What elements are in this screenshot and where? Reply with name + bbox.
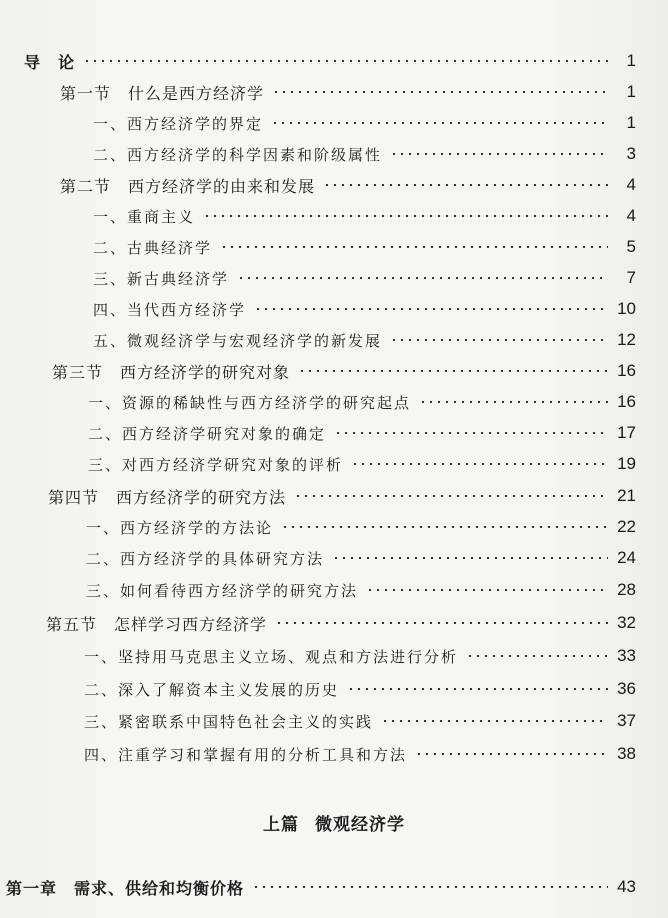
leader-dots [275,622,608,624]
toc-entry-label: 三、对西方经济学研究对象的评析 [88,455,344,474]
toc-entry-label: 第五节 怎样学习西方经济学 [46,614,268,634]
toc-entry-subsection[interactable] [93,294,636,324]
leader-dots [252,886,608,888]
toc-entry-subsection[interactable] [93,139,636,169]
leader-dots [254,308,608,310]
toc-entry-page: 4 [626,206,636,225]
toc-entry-page: 17 [617,423,636,442]
toc-entry-intro[interactable] [24,46,636,76]
part-title: 微观经济学 [315,815,405,835]
toc-entry-label: 二、西方经济学的科学因素和阶级属性 [93,145,383,164]
toc-entry-page: 5 [626,237,636,256]
toc-entry-subsection[interactable] [84,706,636,736]
toc-entry-page: 36 [617,679,636,698]
toc-entry-section-3[interactable] [52,356,636,386]
toc-entry-page: 24 [617,548,636,567]
toc-entry-label: 四、注重学习和掌握有用的分析工具和方法 [84,745,408,764]
toc-entry-subsection[interactable] [84,641,636,671]
toc-entry-page: 4 [626,175,636,194]
toc-entry-page: 1 [626,82,636,101]
toc-entry-label: 五、微观经济学与宏观经济学的新发展 [93,331,383,350]
toc-entry-section-5[interactable] [46,608,636,638]
toc-entry-label: 一、西方经济学的方法论 [86,518,274,537]
toc-entry-page: 16 [617,361,636,380]
toc-entry-label: 四、当代西方经济学 [93,300,247,319]
toc-entry-page: 19 [617,454,636,473]
leader-dots [419,401,608,403]
toc-entry-label: 二、西方经济学研究对象的确定 [88,424,327,443]
toc-entry-subsection[interactable] [86,512,636,542]
leader-dots [390,339,608,341]
toc-entry-label: 一、重商主义 [93,207,196,226]
leader-dots [351,463,608,465]
leader-dots [271,122,608,124]
toc-entry-subsection[interactable] [93,108,636,138]
leader-dots [83,60,608,62]
toc-entry-subsection[interactable] [88,387,636,417]
toc-entry-page: 43 [617,877,636,896]
leader-dots [237,277,608,279]
toc-entry-subsection[interactable] [84,739,636,769]
leader-dots [366,589,608,591]
toc-entry-label: 第一章 需求、供给和均衡价格 [6,878,245,898]
toc-entry-page: 1 [626,113,636,132]
toc-entry-label: 导 论 [24,52,76,72]
toc-entry-page: 21 [617,486,636,505]
toc-entry-page: 37 [617,711,636,730]
leader-dots [334,432,608,434]
toc-entry-label: 第二节 西方经济学的由来和发展 [60,176,316,196]
toc-entry-subsection[interactable] [84,674,636,704]
toc-entry-page: 22 [617,517,636,536]
toc-entry-page: 7 [626,268,636,287]
part-name: 上篇 [263,815,299,835]
toc-entry-label: 一、坚持用马克思主义立场、观点和方法进行分析 [84,647,459,666]
toc-entry-label: 三、紧密联系中国特色社会主义的实践 [84,712,374,731]
toc-entry-page: 10 [617,299,636,318]
toc-entry-label: 第四节 西方经济学的研究方法 [48,487,287,507]
leader-dots [272,91,608,93]
toc-entry-subsection[interactable] [86,575,636,605]
toc-entry-section-2[interactable] [60,170,636,200]
toc-entry-page: 38 [617,744,636,763]
leader-dots [415,753,608,755]
leader-dots [298,370,608,372]
toc-entry-label: 一、西方经济学的界定 [93,114,264,133]
toc-entry-section-4[interactable] [48,481,636,511]
leader-dots [294,495,608,497]
leader-dots [466,655,608,657]
leader-dots [390,153,608,155]
toc-entry-label: 一、资源的稀缺性与西方经济学的研究起点 [88,393,412,412]
leader-dots [203,215,608,217]
leader-dots [323,184,608,186]
toc-entry-label: 二、深入了解资本主义发展的历史 [84,680,340,699]
part-heading [0,810,668,835]
toc-entry-page: 3 [626,144,636,163]
toc-entry-page: 32 [617,613,636,632]
leader-dots [281,526,608,528]
leader-dots [347,688,608,690]
toc-entry-chapter-1[interactable] [6,872,636,902]
toc-entry-subsection[interactable] [93,325,636,355]
leader-dots [332,557,608,559]
toc-entry-page: 16 [617,392,636,411]
toc-entry-label: 二、西方经济学的具体研究方法 [86,549,325,568]
toc-entry-subsection[interactable] [93,232,636,262]
leader-dots [381,720,608,722]
leader-dots [220,246,608,248]
toc-entry-subsection[interactable] [86,543,636,573]
toc-entry-label: 第一节 什么是西方经济学 [60,83,265,103]
toc-entry-subsection[interactable] [88,418,636,448]
toc-entry-subsection[interactable] [88,449,636,479]
toc-entry-page: 33 [617,646,636,665]
toc-entry-page: 1 [626,51,636,70]
toc-entry-section-1[interactable] [60,77,636,107]
toc-entry-subsection[interactable] [93,263,636,293]
toc-entry-label: 三、新古典经济学 [93,269,230,288]
toc-entry-label: 二、古典经济学 [93,238,213,257]
toc-entry-page: 12 [617,330,636,349]
toc-entry-label: 第三节 西方经济学的研究对象 [52,362,291,382]
toc-entry-page: 28 [617,580,636,599]
toc-entry-subsection[interactable] [93,201,636,231]
toc-entry-label: 三、如何看待西方经济学的研究方法 [86,581,359,600]
